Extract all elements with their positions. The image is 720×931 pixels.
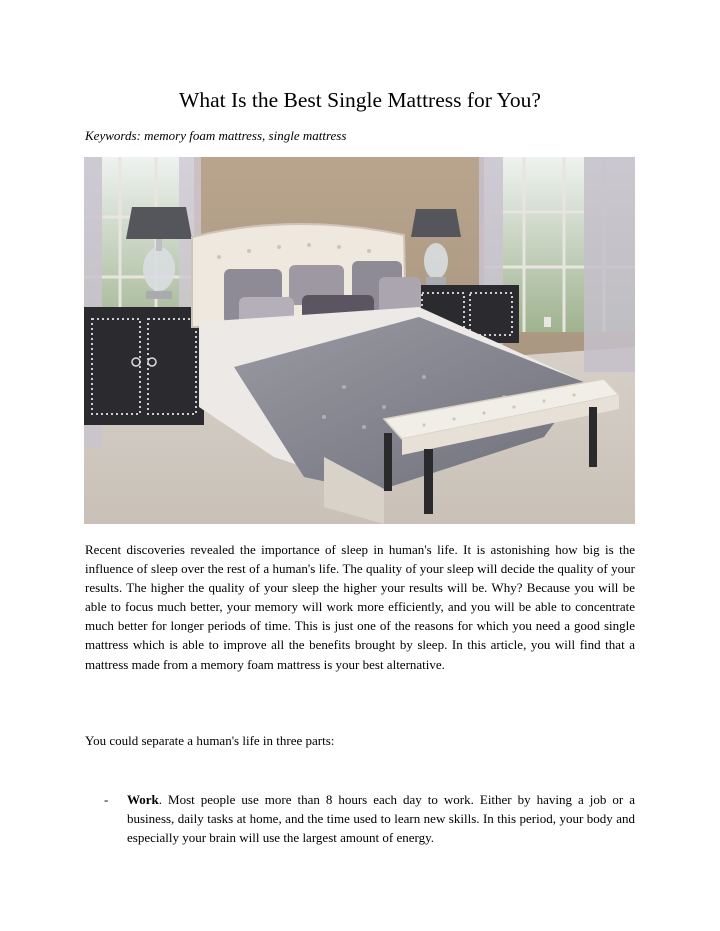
parts-intro-paragraph: You could separate a human's life in three parts: bbox=[85, 733, 335, 748]
intro-paragraph: Recent discoveries revealed the importance of sleep in human's life. It is astonishing how big is the influence of sleep over the rest of a human's life. The quality of your sleep will decide the quality of your results. The higher the quality of your sleep the higher your results will be. Why? Because you will be able to focus much better, your memory will work more efficiently, and you will be able to concentrate much better for longer periods of time. This is just one of the reasons for which you need a good single mattress which is able to improve all the benefits brought by sleep. In this article, you will find that a mattress made from a memory foam mattress is your best alternative. bbox=[85, 542, 635, 672]
bedroom-illustration bbox=[84, 157, 635, 524]
list-bullet-marker: - bbox=[104, 792, 109, 807]
list-item-text: . Most people use more than 8 hours each day to work. Either by having a job or a business, daily tasks at home, and the time used to learn new skills. In this period, your body and especially your brain will use the largest amount of energy. bbox=[127, 792, 635, 846]
bedroom-photo bbox=[84, 157, 635, 524]
list-item-work bbox=[127, 790, 635, 847]
list-item-term: Work bbox=[127, 792, 159, 807]
keywords-line: Keywords: memory foam mattress, single mattress bbox=[85, 128, 347, 143]
document-title: What Is the Best Single Mattress for You? bbox=[179, 88, 541, 112]
